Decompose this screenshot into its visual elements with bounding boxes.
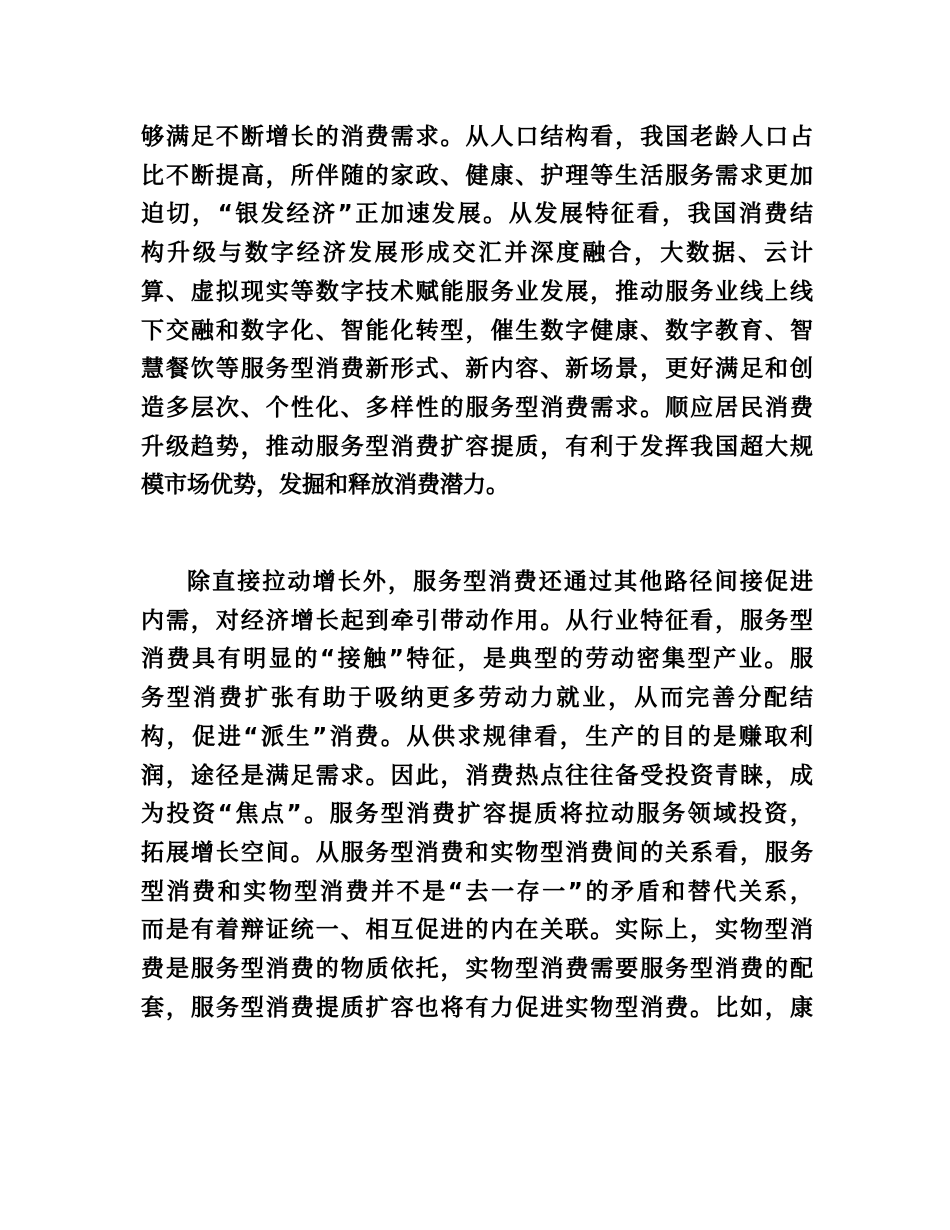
paragraph-line: 迫切，“银发经济”正加速发展。从发展特征看，我国消费结 (141, 201, 813, 228)
paragraph-line: 造多层次、个性化、多样性的服务型消费需求。顺应居民消费 (141, 394, 813, 421)
paragraph-line: 套，服务型消费提质扩容也将有力促进实物型消费。比如，康 (141, 994, 813, 1021)
paragraph-line: 消费具有明显的“接触”特征，是典型的劳动密集型产业。服 (141, 646, 813, 673)
paragraph-line: 而是有着辩证统一、相互促进的内在关联。实际上，实物型消 (141, 917, 813, 944)
paragraph-line: 拓展增长空间。从服务型消费和实物型消费间的关系看，服务 (141, 839, 813, 866)
paragraph-line: 升级趋势，推动服务型消费扩容提质，有利于发挥我国超大规 (141, 433, 813, 460)
paragraph-line: 费是服务型消费的物质依托，实物型消费需要服务型消费的配 (141, 956, 813, 983)
paragraph-line: 构升级与数字经济发展形成交汇并深度融合，大数据、云计 (141, 240, 813, 267)
paragraph-line: 型消费和实物型消费并不是“去一存一”的矛盾和替代关系， (141, 878, 813, 905)
paragraph-line: 够满足不断增长的消费需求。从人口结构看，我国老龄人口占 (141, 124, 813, 150)
paragraph-line: 为投资“焦点”。服务型消费扩容提质将拉动服务领域投资， (141, 801, 813, 828)
paragraph-line: 算、虚拟现实等数字技术赋能服务业发展，推动服务业线上线 (141, 278, 813, 305)
paragraph-line: 润，途径是满足需求。因此，消费热点往往备受投资青睐，成 (141, 762, 813, 789)
paragraph-line: 除直接拉动增长外，服务型消费还通过其他路径间接促进 (187, 569, 813, 595)
paragraph-line: 比不断提高，所伴随的家政、健康、护理等生活服务需求更加 (141, 162, 813, 189)
paragraph-line: 下交融和数字化、智能化转型，催生数字健康、数字教育、智 (141, 317, 813, 344)
paragraph-1 (141, 118, 813, 505)
paragraph-line: 构，促进“派生”消费。从供求规律看，生产的目的是赚取利 (141, 723, 813, 750)
paragraph-line: 内需，对经济增长起到牵引带动作用。从行业特征看，服务型 (141, 607, 813, 634)
paragraph-line: 慧餐饮等服务型消费新形式、新内容、新场景，更好满足和创 (141, 356, 813, 383)
paragraph-2 (141, 563, 813, 1027)
paragraph-line: 模市场优势，发掘和释放消费潜力。 (141, 472, 509, 499)
paragraph-line: 务型消费扩张有助于吸纳更多劳动力就业，从而完善分配结 (141, 685, 813, 712)
